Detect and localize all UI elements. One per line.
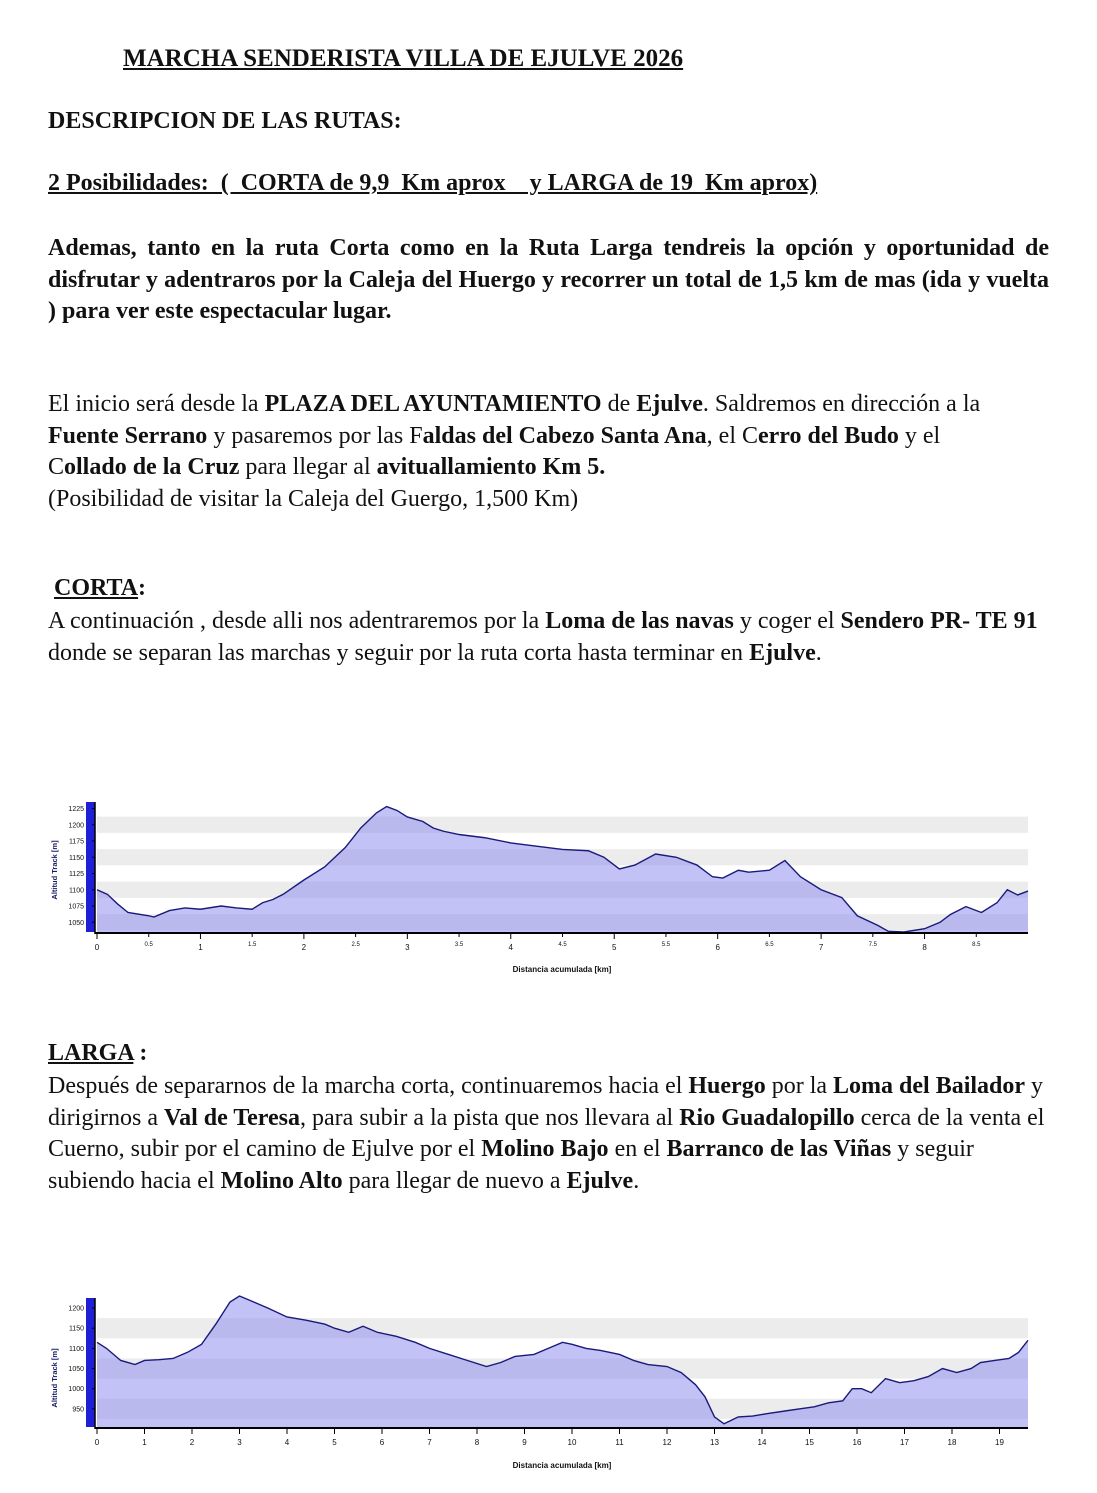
text-run: y coger el — [733, 608, 841, 634]
place-ejulve: Ejulve — [566, 1167, 634, 1194]
y-tick-label: 950 — [72, 1406, 84, 1414]
x-tick-label: 17 — [900, 1438, 909, 1447]
x-tick-label: 5 — [611, 943, 617, 952]
y-tick-label: 1175 — [68, 838, 84, 846]
x-tick-label: 10 — [567, 1438, 577, 1447]
x-tick-label: 5 — [332, 1438, 337, 1447]
place-huergo: Huergo — [688, 1073, 766, 1099]
place-plaza: PLAZA DEL AYUNTAMIENTO — [264, 391, 602, 417]
x-tick-label: 2.5 — [351, 942, 360, 948]
x-tick-label: 12 — [662, 1438, 672, 1447]
text-run: El inicio será desde la — [48, 391, 265, 417]
chart-xlabel: Distancia acumulada [km] — [512, 965, 612, 974]
y-tick-label: 1150 — [68, 854, 84, 862]
place-collado: ollado de la Cruz — [64, 454, 240, 480]
caleja-note: (Posibilidad de visitar la Caleja del Guergo, 1,500 Km) — [48, 485, 579, 512]
chart-ylabel: Altitud Track [m] — [50, 840, 59, 900]
text-run: . — [633, 1167, 640, 1194]
text-run: donde se separan las marchas y seguir por la ruta corta hasta terminar en — [48, 639, 750, 666]
x-tick-label: 7 — [427, 1438, 432, 1447]
x-tick-label: 1 — [142, 1438, 147, 1447]
chart-band — [97, 817, 1028, 833]
chart-x-ticks — [95, 933, 981, 952]
x-tick-label: 8 — [922, 943, 927, 952]
place-fuente-serrano: Fuente Serrano — [48, 422, 208, 449]
place-val-teresa: Val de Teresa — [163, 1104, 301, 1131]
x-tick-label: 6 — [715, 943, 720, 952]
corta-label: CORTA — [54, 575, 139, 601]
text-run: A continuación , desde alli nos adentraremos por la — [48, 608, 546, 634]
x-tick-label: 4 — [284, 1438, 290, 1447]
place-sendero: Sendero PR- TE 91 — [840, 608, 1038, 634]
y-tick-label: 1075 — [68, 903, 84, 911]
larga-paragraph — [48, 1071, 1049, 1197]
place-faldas: aldas del Cabezo Santa Ana — [422, 422, 707, 449]
chart-xlabel: Distancia acumulada [km] — [512, 1461, 612, 1470]
larga-colon: : — [133, 1040, 148, 1066]
text-run: Después de separarnos de la marcha corta, continuaremos hacia el — [48, 1073, 689, 1099]
y-tick-label: 1050 — [68, 919, 84, 927]
x-tick-label: 0 — [94, 943, 100, 952]
text-run: y pasaremos por las F — [207, 422, 423, 449]
text-run: , para subir a la pista que nos llevara al — [300, 1104, 680, 1131]
x-tick-label: 14 — [757, 1438, 767, 1447]
y-tick-label: 1200 — [68, 1305, 84, 1313]
text-run: para llegar al — [239, 454, 377, 480]
x-tick-label: 2 — [189, 1438, 195, 1447]
text-run: y dirigirnos a — [48, 1073, 1044, 1131]
x-tick-label: 0 — [94, 1438, 100, 1447]
text-run: para llegar de nuevo a — [342, 1167, 567, 1194]
x-tick-label: 13 — [710, 1438, 719, 1447]
text-run: . Saldremos en dirección a la — [702, 391, 981, 417]
place-rio-guadalopillo: Rio Guadalopillo — [679, 1104, 855, 1131]
x-tick-label: 4.5 — [558, 942, 567, 948]
chart-x-ticks — [95, 1428, 1005, 1447]
text-run: cerca de la venta el Cuerno, subir por el camino de Ejulve por el — [48, 1104, 1045, 1162]
x-tick-label: 15 — [805, 1438, 814, 1447]
y-tick-label: 1225 — [68, 806, 84, 813]
text-run: en el — [608, 1136, 667, 1162]
x-tick-label: 9 — [522, 1438, 527, 1447]
corta-heading — [54, 575, 146, 602]
larga-heading — [48, 1040, 147, 1067]
place-cerro-budo: erro del Budo — [758, 422, 899, 449]
x-tick-label: 1 — [198, 943, 203, 952]
text-run: . — [815, 639, 822, 666]
y-tick-label: 1100 — [68, 887, 84, 895]
x-tick-label: 5.5 — [661, 942, 671, 948]
route-options-line: 2 Posibilidades: ( CORTA de 9,9 Km aprox y LARGA de 19 Km aprox) — [48, 170, 818, 196]
corta-colon: : — [138, 575, 147, 601]
x-tick-label: 8.5 — [972, 942, 981, 948]
caleja-extra-paragraph: Ademas, tanto en la ruta Corta como en la Ruta Larga tendreis la opción y oportunidad de disfrutar y adentraros por la Caleja del Huergo y recorrer un total de 1,5 km de mas (ida y vuelta ) para ver este espectacular lugar. — [48, 235, 1049, 324]
place-barranco: Barranco de las Viñas — [666, 1136, 892, 1162]
y-axis-bar — [86, 802, 95, 932]
x-tick-label: 19 — [995, 1438, 1004, 1447]
place-loma-bailador: Loma del Bailador — [833, 1073, 1026, 1099]
x-tick-label: 7.5 — [868, 942, 878, 948]
y-tick-label: 1200 — [68, 822, 84, 830]
place-ejulve: Ejulve — [749, 639, 816, 666]
text-run: y el C — [48, 422, 941, 480]
x-tick-label: 11 — [615, 1438, 624, 1447]
start-paragraph — [48, 389, 1008, 515]
y-tick-label: 1125 — [68, 871, 84, 878]
x-tick-label: 3 — [237, 1438, 242, 1447]
document-title: MARCHA SENDERISTA VILLA DE EJULVE 2026 — [123, 45, 684, 72]
y-tick-label: 1100 — [68, 1345, 84, 1353]
x-tick-label: 7 — [818, 943, 824, 952]
place-ejulve: Ejulve — [636, 391, 703, 417]
x-tick-label: 18 — [947, 1438, 957, 1447]
text-run: de — [601, 391, 637, 417]
x-tick-label: 16 — [852, 1438, 862, 1447]
text-run: por la — [765, 1073, 834, 1099]
x-tick-label: 8 — [474, 1438, 480, 1447]
y-tick-label: 1050 — [68, 1366, 84, 1374]
x-tick-label: 3 — [405, 943, 410, 952]
corta-paragraph — [48, 606, 1049, 669]
y-tick-label: 1150 — [68, 1325, 84, 1333]
place-loma-navas: Loma de las navas — [545, 608, 734, 634]
chart-ylabel: Altitud Track [m] — [50, 1348, 59, 1408]
y-tick-label: 1000 — [68, 1386, 84, 1394]
x-tick-label: 0.5 — [144, 942, 153, 948]
x-tick-label: 6.5 — [765, 942, 774, 948]
corta-elevation-chart — [40, 790, 1040, 980]
place-molino-alto: Molino Alto — [220, 1167, 343, 1194]
x-tick-label: 4 — [508, 943, 514, 952]
x-tick-label: 3.5 — [454, 942, 464, 948]
text-run: , el C — [706, 422, 758, 449]
x-tick-label: 1.5 — [247, 942, 257, 948]
place-molino-bajo: Molino Bajo — [481, 1136, 609, 1162]
larga-label: LARGA — [48, 1040, 134, 1066]
larga-elevation-chart — [40, 1290, 1040, 1475]
y-axis-bar — [86, 1298, 95, 1427]
x-tick-label: 6 — [379, 1438, 385, 1447]
text-run: y seguir subiendo hacia el — [48, 1136, 974, 1194]
section-heading: DESCRIPCION DE LAS RUTAS: — [48, 108, 402, 134]
x-tick-label: 2 — [301, 943, 307, 952]
avituallamiento: avituallamiento Km 5. — [376, 454, 606, 480]
